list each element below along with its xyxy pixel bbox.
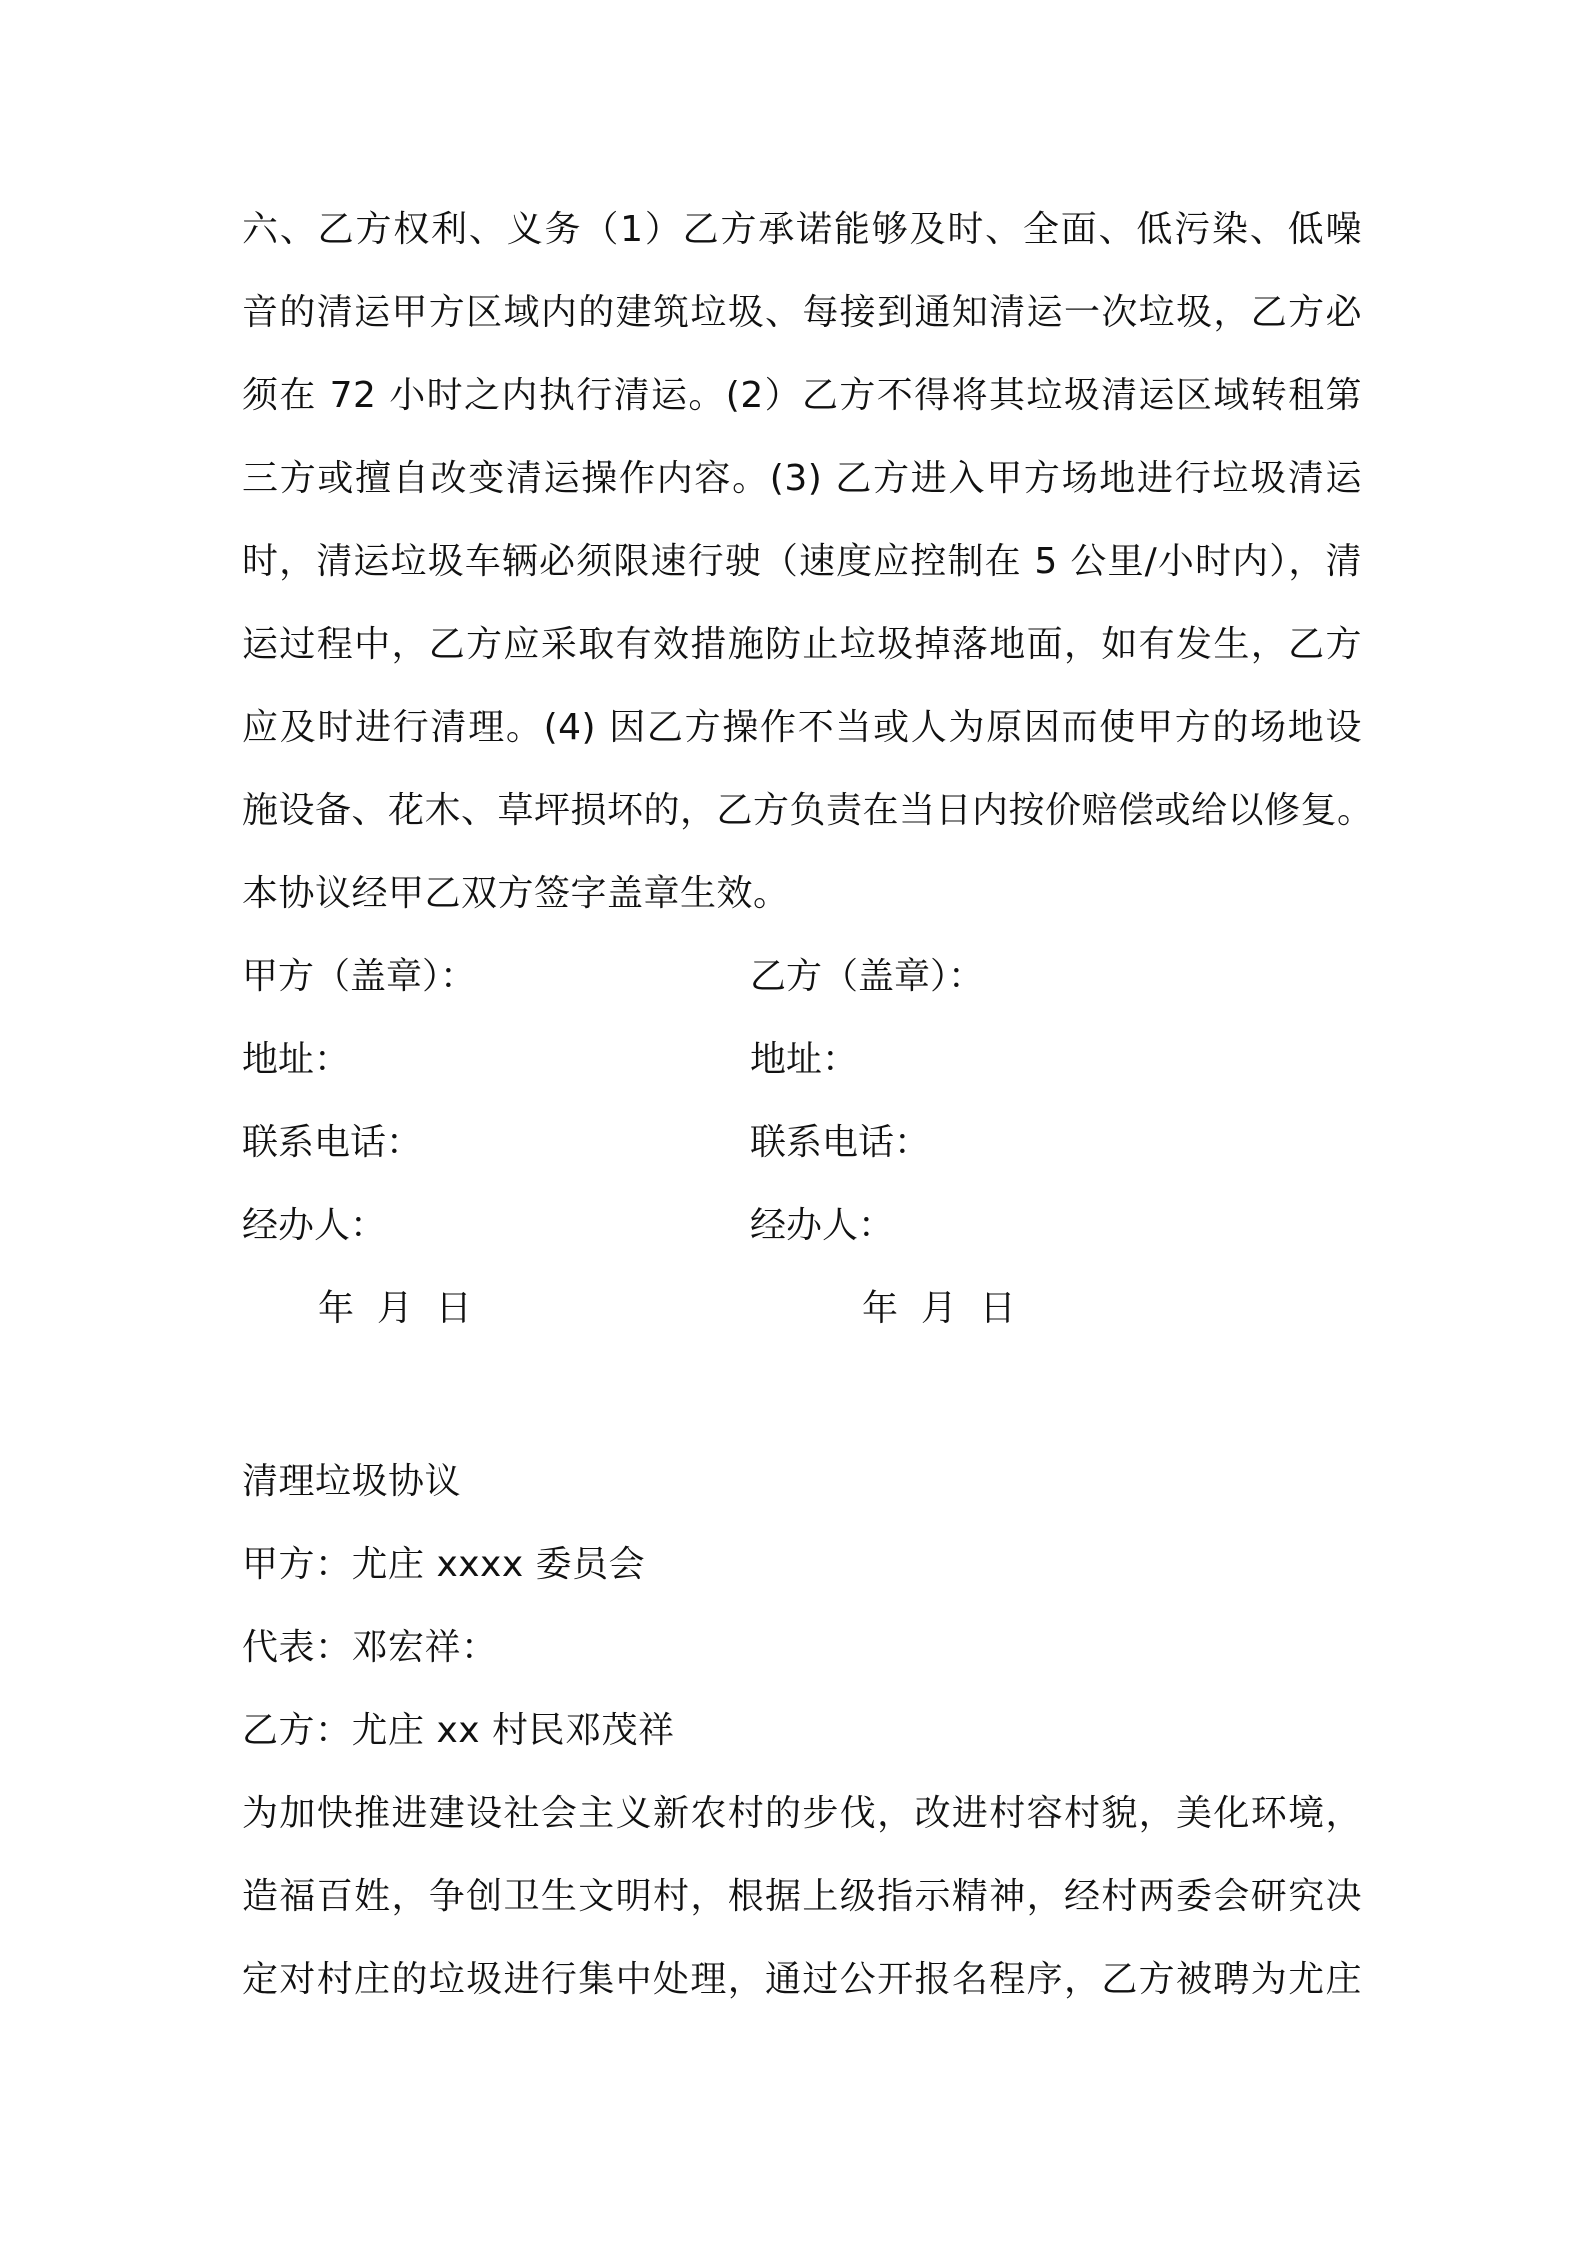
effective-clause: 本协议经甲乙双方签字盖章生效。 <box>242 873 790 914</box>
section-six-line: 时，清运垃圾车辆必须限速行驶（速度应控制在 5 公里/小时内），清 <box>242 541 1362 582</box>
section-six-line: 须在 72 小时之内执行清运。(2）乙方不得将其垃圾清运区域转租第 <box>242 375 1362 416</box>
section-six-line: 三方或擅自改变清运操作内容。(3) 乙方进入甲方场地进行垃圾清运 <box>242 458 1362 499</box>
party-a-seal-label: 甲方（盖章）： <box>242 956 477 997</box>
agreement-body-line: 造福百姓，争创卫生文明村，根据上级指示精神，经村两委会研究决 <box>242 1876 1362 1917</box>
party-a-date: 年 月 日 <box>318 1288 472 1329</box>
party-b-phone-label: 联系电话： <box>750 1122 931 1163</box>
agreement-representative: 代表：邓宏祥： <box>242 1627 498 1668</box>
section-six-line: 施设备、花木、草坪损坏的，乙方负责在当日内按价赔偿或给以修复。 <box>242 790 1374 831</box>
party-b-handler-label: 经办人： <box>750 1205 895 1246</box>
party-a-address-label: 地址： <box>242 1039 351 1080</box>
agreement-body-line: 为加快推进建设社会主义新农村的步伐，改进村容村貌，美化环境， <box>242 1793 1362 1834</box>
party-b-seal-label: 乙方（盖章）： <box>750 956 985 997</box>
agreement-body-line: 定对村庄的垃圾进行集中处理，通过公开报名程序，乙方被聘为尤庄 <box>242 1959 1362 2000</box>
party-a-phone-label: 联系电话： <box>242 1122 423 1163</box>
party-b-date: 年 月 日 <box>862 1288 1016 1329</box>
agreement-party-b: 乙方：尤庄 xx 村民邓茂祥 <box>242 1710 675 1751</box>
agreement-title: 清理垃圾协议 <box>242 1461 462 1502</box>
agreement-party-a: 甲方：尤庄 xxxx 委员会 <box>242 1544 646 1585</box>
section-six-line: 六、乙方权利、义务（1）乙方承诺能够及时、全面、低污染、低噪 <box>242 209 1362 250</box>
party-b-address-label: 地址： <box>750 1039 859 1080</box>
section-six-line: 音的清运甲方区域内的建筑垃圾、每接到通知清运一次垃圾，乙方必 <box>242 292 1362 333</box>
section-six-line: 运过程中，乙方应采取有效措施防止垃圾掉落地面，如有发生，乙方 <box>242 624 1362 665</box>
section-six-line: 应及时进行清理。(4) 因乙方操作不当或人为原因而使甲方的场地设 <box>242 707 1362 748</box>
party-a-handler-label: 经办人： <box>242 1205 387 1246</box>
